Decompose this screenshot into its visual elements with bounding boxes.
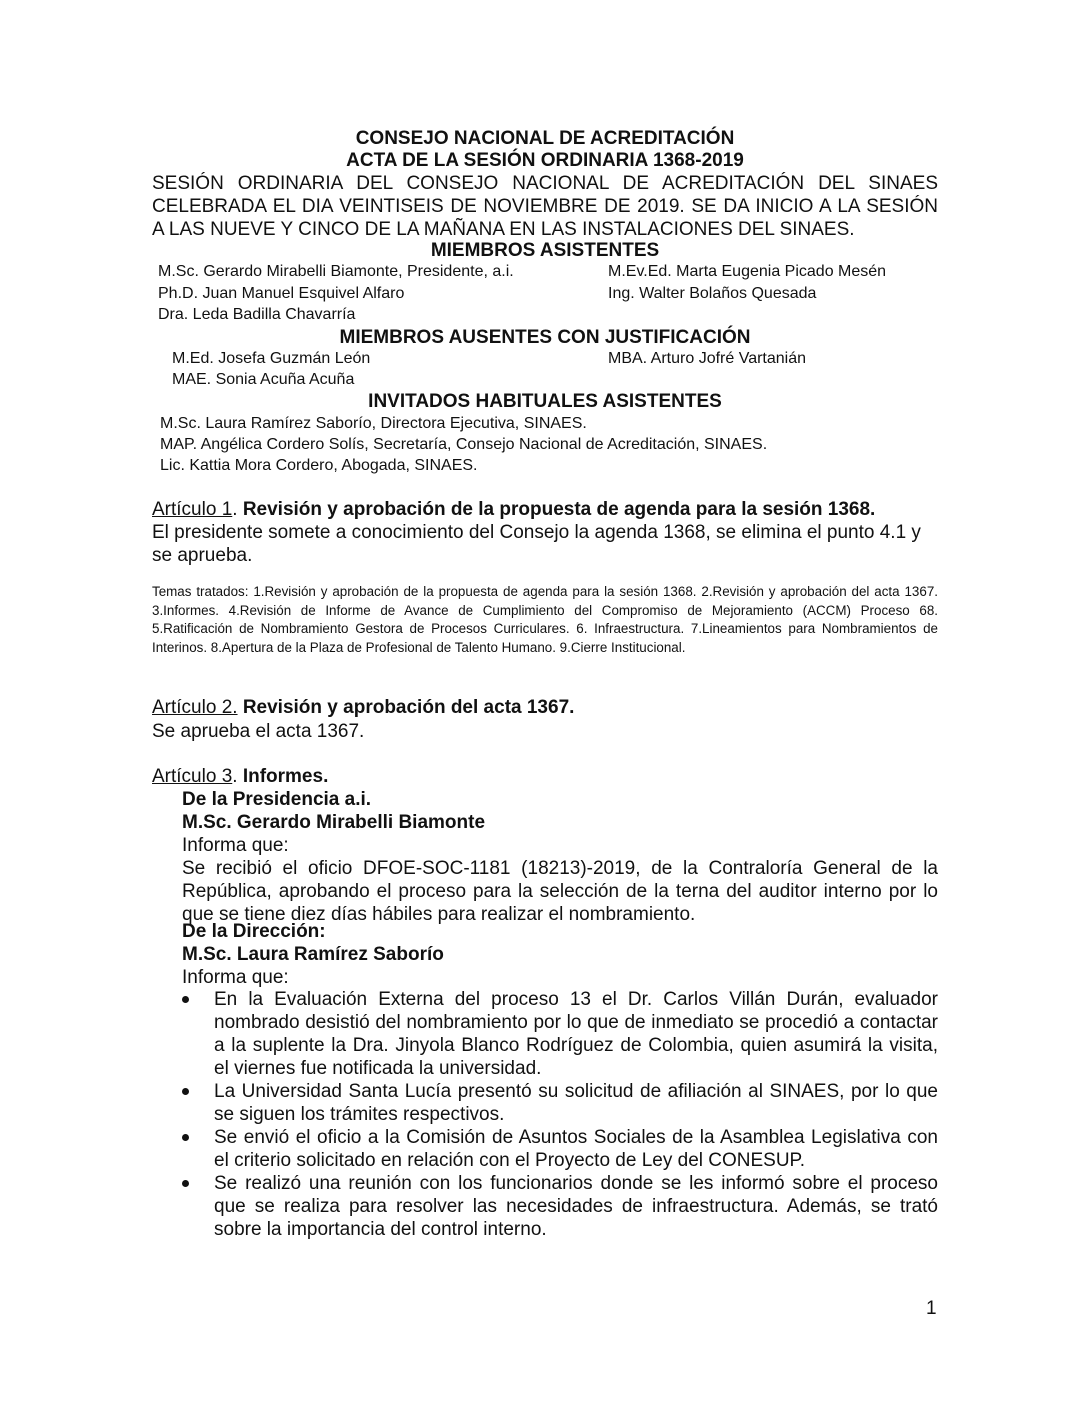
list-item-text: En la Evaluación Externa del proceso 13 el Dr. Carlos Villán Durán, evaluador nombrado desistió del nombramiento por lo que de inmediato se procedió a contactar a la suplente la Dra. Jinyola Blanco Rodríguez de Colombia, quien asumirá la visita, el viernes fue notificada la universidad. [214,989,938,1079]
list-item [182,1126,938,1172]
article-separator: . [232,499,243,520]
council-title: CONSEJO NACIONAL DE ACREDITACIÓN [355,128,735,149]
intro-line: A LAS NUEVE Y CINCO DE LA MAÑANA EN LAS INSTALACIONES DEL SINAES. [152,219,855,240]
bullet-icon [182,1088,189,1095]
article-title: Revisión y aprobación de la propuesta de agenda para la sesión 1368. [242,499,876,520]
intro-line: SESIÓN ORDINARIA DEL CONSEJO NACIONAL DE ACREDITACIÓN DEL SINAES [152,173,938,194]
member-name: Ph.D. Juan Manuel Esquivel Alfaro [158,285,405,302]
article-2-body: Se aprueba el acta 1367. [152,721,365,742]
informa-que: Informa que: [182,835,289,856]
article-number: Artículo 1 [152,499,233,520]
member-name: Ing. Walter Bolaños Quesada [608,285,817,302]
guest-name: MAP. Angélica Cordero Solís, Secretaría, Consejo Nacional de Acreditación, SINAES. [160,436,768,453]
title-block [152,128,938,172]
article-number: Artículo 2. [152,697,238,718]
article-1-body: El presidente somete a conocimiento del Consejo la agenda 1368, se elimina el punto 4.1 y se aprueba. [152,522,921,566]
member-name: M.Ed. Josefa Guzmán León [172,350,371,367]
list-item [182,988,938,1080]
guest-name: M.Sc. Laura Ramírez Saborío, Directora Ejecutiva, SINAES. [160,415,587,432]
member-name: M.Ev.Ed. Marta Eugenia Picado Mesén [608,263,887,280]
acta-title: ACTA DE LA SESIÓN ORDINARIA 1368-2019 [346,150,744,171]
member-name: Dra. Leda Badilla Chavarría [158,306,356,323]
section-heading-ausentes: MIEMBROS AUSENTES CON JUSTIFICACIÓN [339,327,751,348]
list-item [182,1172,938,1241]
article-separator: . [232,766,243,787]
direccion-heading: De la Dirección: [182,921,326,942]
list-item-text: Se envió el oficio a la Comisión de Asuntos Sociales de la Asamblea Legislativa con el criterio solicitado en relación con el Proyecto de Ley del CONESUP. [214,1127,938,1171]
bullet-icon [182,996,189,1003]
member-name: MAE. Sonia Acuña Acuña [172,371,355,388]
article-number: Artículo 3 [152,766,233,787]
bullet-icon [182,1134,189,1141]
member-name: MBA. Arturo Jofré Vartanián [608,350,807,367]
intro-line: CELEBRADA EL DIA VEINTISEIS DE NOVIEMBRE DE 2019. SE DA INICIO A LA SESIÓN [152,196,938,217]
direccion-name: M.Sc. Laura Ramírez Saborío [182,944,444,965]
section-heading-asistentes: MIEMBROS ASISTENTES [430,240,660,261]
list-item-text: La Universidad Santa Lucía presentó su solicitud de afiliación al SINAES, por lo que se siguen los trámites respectivos. [214,1081,938,1125]
direccion-report-list [182,988,938,1241]
article-title: Revisión y aprobación del acta 1367. [242,697,575,718]
article-1-heading [152,498,875,521]
presidencia-name: M.Sc. Gerardo Mirabelli Biamonte [182,812,486,833]
temas-tratados: Temas tratados: 1.Revisión y aprobación de la propuesta de agenda para la sesión 1368. 2.Revisión y aprobación del acta 1367. 3.Informes. 4.Revisión de Informe de Avance de Cumplimiento del Compromiso de Mejoramiento (ACCM) Proceso 68. 5.Ratificación de Nombramiento Gestora de Procesos Curriculares. 6. Infraestructura. 7.Lineamientos para Nombramientos de Interinos. 8.Apertura de la Plaza de Profesional de Talento Humano. 9.Cierre Institucional. [152,584,938,655]
guest-name: Lic. Kattia Mora Cordero, Abogada, SINAES. [160,457,478,474]
article-3-heading [152,765,328,788]
informa-que: Informa que: [182,967,289,988]
list-item [182,1080,938,1126]
bullet-icon [182,1180,189,1187]
session-intro [152,172,938,241]
list-item-text: Se realizó una reunión con los funcionarios donde se les informó sobre el proceso que se realiza para resolver las necesidades de infraestructura. Además, se trató sobre la importancia del control interno. [214,1173,938,1240]
page-number: 1 [926,1298,937,1319]
presidencia-heading: De la Presidencia a.i. [182,789,372,810]
section-heading-invitados: INVITADOS HABITUALES ASISTENTES [368,391,722,412]
member-name: M.Sc. Gerardo Mirabelli Biamonte, Presidente, a.i. [158,263,514,280]
presidencia-report: Se recibió el oficio DFOE-SOC-1181 (18213)-2019, de la Contraloría General de la República, aprobando el proceso para la selección de la terna del auditor interno por lo que se tiene diez días hábiles para realizar el nombramiento. [182,858,938,925]
article-2-heading [152,696,574,719]
article-title: Informes. [242,766,329,787]
